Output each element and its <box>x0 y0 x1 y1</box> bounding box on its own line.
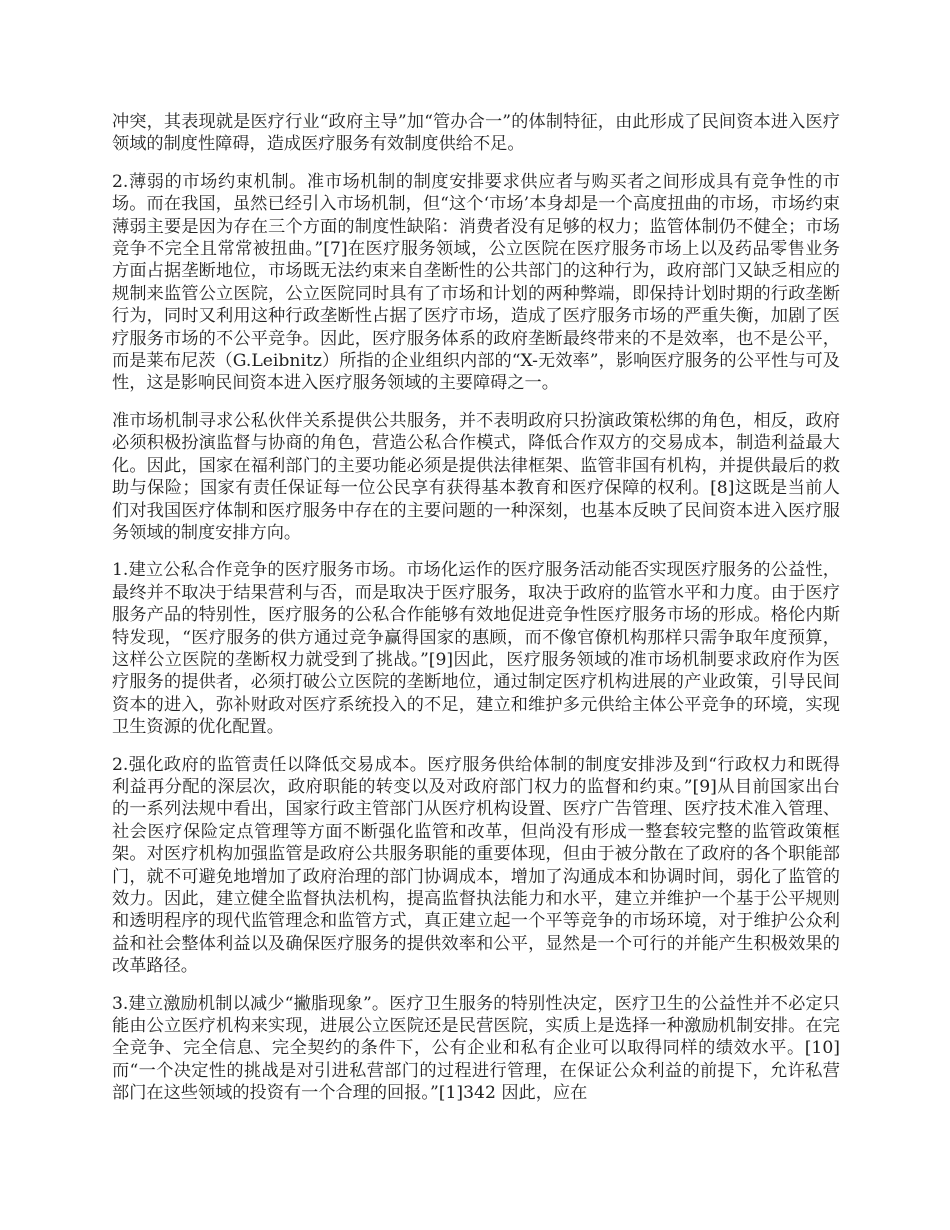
paragraph-quasi-market-partnership: 准市场机制寻求公私伙伴关系提供公共服务，并不表明政府只扮演政策松绑的角色，相反，政府必须积极扮演监督与协商的角色，营造公私合作模式，降低合作双方的交易成本，制造利益最大化。因此，国家在福利部门的主要功能必须是提供法律框架、监管非国有机构，并提供最后的救助与保险；国家有责任保证每一位公民享有获得基本教育和医疗保障的权利。[8]这既是当前人们对我国医疗体制和医疗服务中存在的主要问题的一种深刻，也基本反映了民间资本进入医疗服务领域的制度安排方向。 <box>112 410 840 543</box>
paragraph-public-private-competition: 1.建立公私合作竞争的医疗服务市场。市场化运作的医疗服务活动能否实现医疗服务的公益性，最终并不取决于结果营利与否，而是取决于医疗服务，取决于政府的监管水平和力度。由于医疗服务产品的特别性，医疗服务的公私合作能够有效地促进竞争性医疗服务市场的形成。格伦内斯特发现，“医疗服务的供方通过竞争赢得国家的惠顾，而不像官僚机构那样只需争取年度预算，这样公立医院的垄断权力就受到了挑战。”[9]因此，医疗服务领域的准市场机制要求政府作为医疗服务的提供者，必须打破公立医院的垄断地位，通过制定医疗机构进展的产业政策，引导民间资本的进入，弥补财政对医疗系统投入的不足，建立和维护多元供给主体公平竞争的环境，实现卫生资源的优化配置。 <box>112 560 840 738</box>
paragraph-weak-market-constraint: 2.薄弱的市场约束机制。准市场机制的制度安排要求供应者与购买者之间形成具有竞争性的市场。而在我国，虽然已经引入市场机制，但“这个‘市场’本身却是一个高度扭曲的市场，市场约束薄弱主要是因为存在三个方面的制度性缺陷：消费者没有足够的权力；监管体制仍不健全；市场竞争不完全且常常被扭曲。”[7]在医疗服务领域，公立医院在医疗服务市场上以及药品零售业务方面占据垄断地位，市场既无法约束来自垄断性的公共部门的这种行为，政府部门又缺乏相应的规制来监管公立医院，公立医院同时具有了市场和计划的两种弊端，即保持计划时期的行政垄断行为，同时又利用这种行政垄断性占据了医疗市场，造成了医疗服务市场的严重失衡，加剧了医疗服务市场的不公平竞争。因此，医疗服务体系的政府垄断最终带来的不是效率，也不是公平，而是莱布尼茨（G.Leibnitz）所指的企业组织内部的“X-无效率”，影响医疗服务的公平性与可及性，这是影响民间资本进入医疗服务领域的主要障碍之一。 <box>112 171 840 394</box>
paragraph-regulatory-responsibility: 2.强化政府的监管责任以降低交易成本。医疗服务供给体制的制度安排涉及到“行政权力和既得利益再分配的深层次，政府职能的转变以及对政府部门权力的监督和约束。”[9]从目前国家出台的一系列法规中看出，国家行政主管部门从医疗机构设置、医疗广告管理、医疗技术准入管理、社会医疗保险定点管理等方面不断强化监管和改革，但尚没有形成一整套较完整的监管政策框架。对医疗机构加强监管是政府公共服务职能的重要体现，但由于被分散在了政府的各个职能部门，就不可避免地增加了政府治理的部门协调成本，增加了沟通成本和协调时间，弱化了监管的效力。因此，建立健全监督执法机构，提高监督执法能力和水平，建立并维护一个基于公平规则和透明程序的现代监管理念和监管方式，真正建立起一个平等竞争的市场环境，对于维护公众利益和社会整体利益以及确保医疗服务的提供效率和公平，显然是一个可行的并能产生积极效果的改革路径。 <box>112 754 840 977</box>
document-page <box>112 111 840 1120</box>
paragraph-incentive-mechanism: 3.建立激励机制以减少“撇脂现象”。医疗卫生服务的特别性决定，医疗卫生的公益性并不必定只能由公立医疗机构来实现，进展公立医院还是民营医院，实质上是选择一种激励机制安排。在完全竞争、完全信息、完全契约的条件下，公有企业和私有企业可以取得同样的绩效水平。[10]而“一个决定性的挑战是对引进私营部门的过程进行管理，在保证公众利益的前提下，允许私营部门在这些领域的投资有一个合理的回报。”[1]342 因此，应在 <box>112 993 840 1104</box>
paragraph-intro-continuation: 冲突，其表现就是医疗行业“政府主导”加“管办合一”的体制特征，由此形成了民间资本进入医疗领域的制度性障碍，造成医疗服务有效制度供给不足。 <box>112 112 840 155</box>
